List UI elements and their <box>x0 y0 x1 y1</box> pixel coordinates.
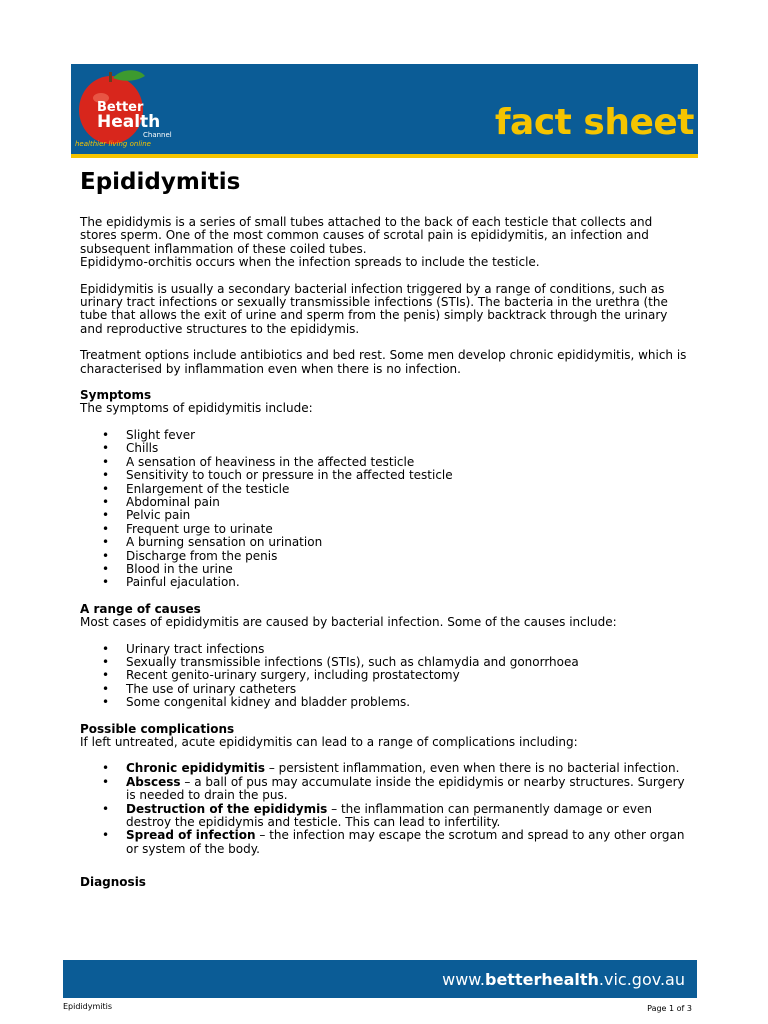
better-health-logo <box>75 68 195 152</box>
complication-desc: – the infection may escape the scrotum and spread to any other organ or system of the body. <box>126 828 685 856</box>
url-suffix: .vic.gov.au <box>598 970 685 989</box>
list-item: • Urinary tract infections <box>80 643 690 656</box>
list-item <box>80 803 690 830</box>
list-item: • Frequent urge to urinate <box>80 523 690 536</box>
url-prefix: www. <box>442 970 485 989</box>
complication-term: Spread of infection <box>126 828 256 843</box>
symptoms-lead: The symptoms of epididymitis include: <box>80 401 313 416</box>
complication-desc: – a ball of pus may accumulate inside the epididymis or nearby structures. Surgery is needed to drain the pus. <box>126 774 685 803</box>
list-item: • Enlargement of the testicle <box>80 483 690 496</box>
complication-desc: – persistent inflammation, even when there is no bacterial infection. <box>265 761 680 776</box>
complication-term: Destruction of the epididymis <box>126 801 328 816</box>
list-item: • Pelvic pain <box>80 509 690 522</box>
complications-lead: If left untreated, acute epididymitis can lead to a range of complications including: <box>80 735 578 749</box>
intro-paragraph <box>80 216 690 270</box>
list-item: • Painful ejaculation. <box>80 576 690 589</box>
symptoms-heading: Symptoms <box>80 388 152 403</box>
main-content <box>80 160 690 890</box>
list-item: • The use of urinary catheters <box>80 683 690 696</box>
brand-line-2: Health <box>97 112 161 132</box>
url-bold: betterhealth <box>485 970 599 989</box>
page-title: Epididymitis <box>80 169 241 195</box>
complication-desc: – the inflammation can permanently damage or even destroy the epididymis and testicle. This can lead to infertility. <box>126 801 652 830</box>
list-item <box>80 829 690 856</box>
treatment-paragraph: Treatment options include antibiotics and bed rest. Some men develop chronic epididymitis, which is characterised by inflammation even when there is no infection. <box>80 348 687 376</box>
intro-text-2: Epididymo-orchitis occurs when the infection spreads to include the testicle. <box>80 255 540 270</box>
list-item: • Blood in the urine <box>80 563 690 576</box>
footer-page-number: Page 1 of 3 <box>647 1004 692 1013</box>
footer-band <box>63 960 697 998</box>
symptoms-list <box>80 429 690 590</box>
list-item: • Sexually transmissible infections (STIs), such as chlamydia and gonorrhoea <box>80 656 690 669</box>
footer-doc-title: Epididymitis <box>63 1002 113 1011</box>
complication-term: Abscess <box>126 774 181 789</box>
list-item: • Chills <box>80 442 690 455</box>
tagline: healthier living online <box>75 140 151 148</box>
complication-term: Chronic epididymitis <box>126 761 266 776</box>
list-item <box>80 762 690 775</box>
complications-list <box>80 762 690 856</box>
brand-line-3: Channel <box>143 131 172 139</box>
diagnosis-heading: Diagnosis <box>80 875 146 890</box>
list-item: • Some congenital kidney and bladder problems. <box>80 696 690 709</box>
complications-heading: Possible complications <box>80 721 235 736</box>
list-item: • Slight fever <box>80 429 690 442</box>
causes-list <box>80 643 690 710</box>
list-item: • Recent genito-urinary surgery, including prostatectomy <box>80 669 690 682</box>
list-item: • A burning sensation on urination <box>80 536 690 549</box>
intro-text-1: The epididymis is a series of small tubes attached to the back of each testicle that collects and stores sperm. One of the most common causes of scrotal pain is epididymitis, an infection and subsequent inflammation of these coiled tubes. <box>80 215 653 256</box>
cause-paragraph: Epididymitis is usually a secondary bacterial infection triggered by a range of conditions, such as urinary tract infections or sexually transmissible infections (STIs). The bacteria in the urethra (the tube that allows the exit of urine and sperm from the penis) simply backtrack through the urinary and reproductive structures to the epididymis. <box>80 281 668 336</box>
list-item: • A sensation of heaviness in the affected testicle <box>80 456 690 469</box>
header-band <box>71 64 698 158</box>
list-item: • Discharge from the penis <box>80 550 690 563</box>
list-item <box>80 776 690 803</box>
footer-url-link[interactable] <box>442 970 685 989</box>
list-item: • Abdominal pain <box>80 496 690 509</box>
fact-sheet-label: fact sheet <box>494 102 694 143</box>
list-item: • Sensitivity to touch or pressure in the affected testicle <box>80 469 690 482</box>
causes-heading: A range of causes <box>80 601 201 616</box>
causes-lead: Most cases of epididymitis are caused by bacterial infection. Some of the causes include: <box>80 615 617 630</box>
brand-line-1: Better <box>97 100 144 115</box>
